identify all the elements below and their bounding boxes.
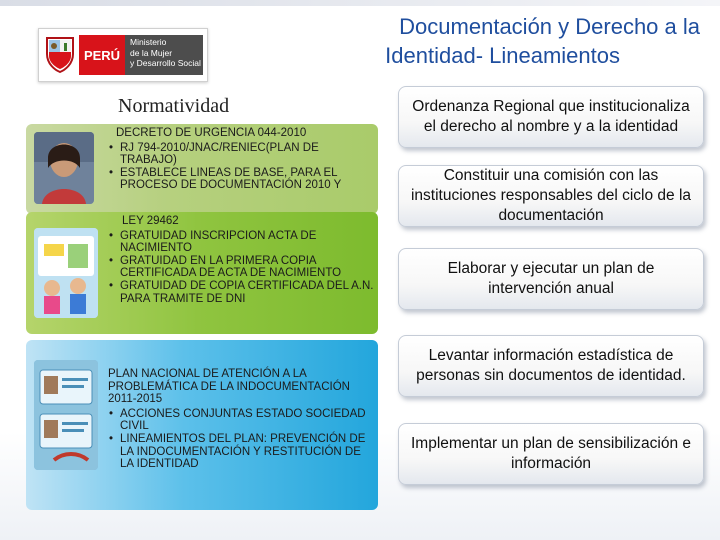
law-header: LEY 29462 <box>122 215 179 227</box>
list-item: • GRATUIDAD INSCRIPCION ACTA DE NACIMIENTO <box>120 230 374 255</box>
logo-country: PERÚ <box>79 35 125 75</box>
list-item: • ESTABLECE LINEAS DE BASE, PARA EL PROCESO DE DOCUMENTACIÓN 2010 Y <box>120 167 374 192</box>
id-card-photo <box>34 360 98 470</box>
list-item: • GRATUIDAD EN LA PRIMERA COPIA CERTIFICADA DE ACTA DE NACIMIENTO <box>120 255 374 280</box>
list-item: • RJ 794-2010/JNAC/RENIEC(PLAN DE TRABAJO) <box>120 142 374 167</box>
guideline-box-awareness: Implementar un plan de sensibilización e información <box>398 423 704 485</box>
decree-header: DECRETO DE URGENCIA 044-2010 <box>116 127 307 139</box>
top-border <box>0 0 720 6</box>
ministry-logo <box>38 28 208 82</box>
list-item: • LINEAMIENTOS DEL PLAN: PREVENCIÓN DE LA INDOCUMENTACIÓN Y RESTITUCIÓN DE LA IDENTIDAD <box>120 433 374 471</box>
national-plan-header: PLAN NACIONAL DE ATENCIÓN A LA PROBLEMÁTICA DE LA INDOCUMENTACIÓN 2011-2015 <box>108 368 350 406</box>
title-line-2: Identidad- Lineamientos <box>385 43 620 68</box>
guideline-box-ordinance: Ordenanza Regional que institucionaliza el derecho al nombre y a la identidad <box>398 86 704 148</box>
list-item: • GRATUIDAD DE COPIA CERTIFICADA DEL A.N. PARA TRAMITE DE DNI <box>120 280 374 305</box>
slide-title <box>300 12 700 70</box>
decree-list <box>108 142 374 192</box>
law-list <box>108 230 374 306</box>
coat-of-arms-icon <box>43 34 77 74</box>
children-illustration <box>34 228 98 318</box>
guideline-box-statistics: Levantar información estadística de personas sin documentos de identidad. <box>398 335 704 397</box>
national-plan-text <box>108 368 374 471</box>
logo-ministry-name: Ministerio de la Mujer y Desarrollo Social <box>125 35 203 75</box>
law-text <box>108 215 374 305</box>
guideline-box-plan: Elaborar y ejecutar un plan de intervención anual <box>398 248 704 310</box>
guideline-box-commission: Constituir una comisión con las instituciones responsables del ciclo de la documentación <box>398 165 704 227</box>
woman-photo <box>34 132 94 204</box>
title-line-1: Documentación y Derecho a la <box>399 14 700 39</box>
list-item: • ACCIONES CONJUNTAS ESTADO SOCIEDAD CIVIL <box>120 408 374 433</box>
section-heading: Normatividad <box>118 95 230 117</box>
national-plan-list <box>108 408 374 471</box>
decree-text <box>108 127 374 192</box>
